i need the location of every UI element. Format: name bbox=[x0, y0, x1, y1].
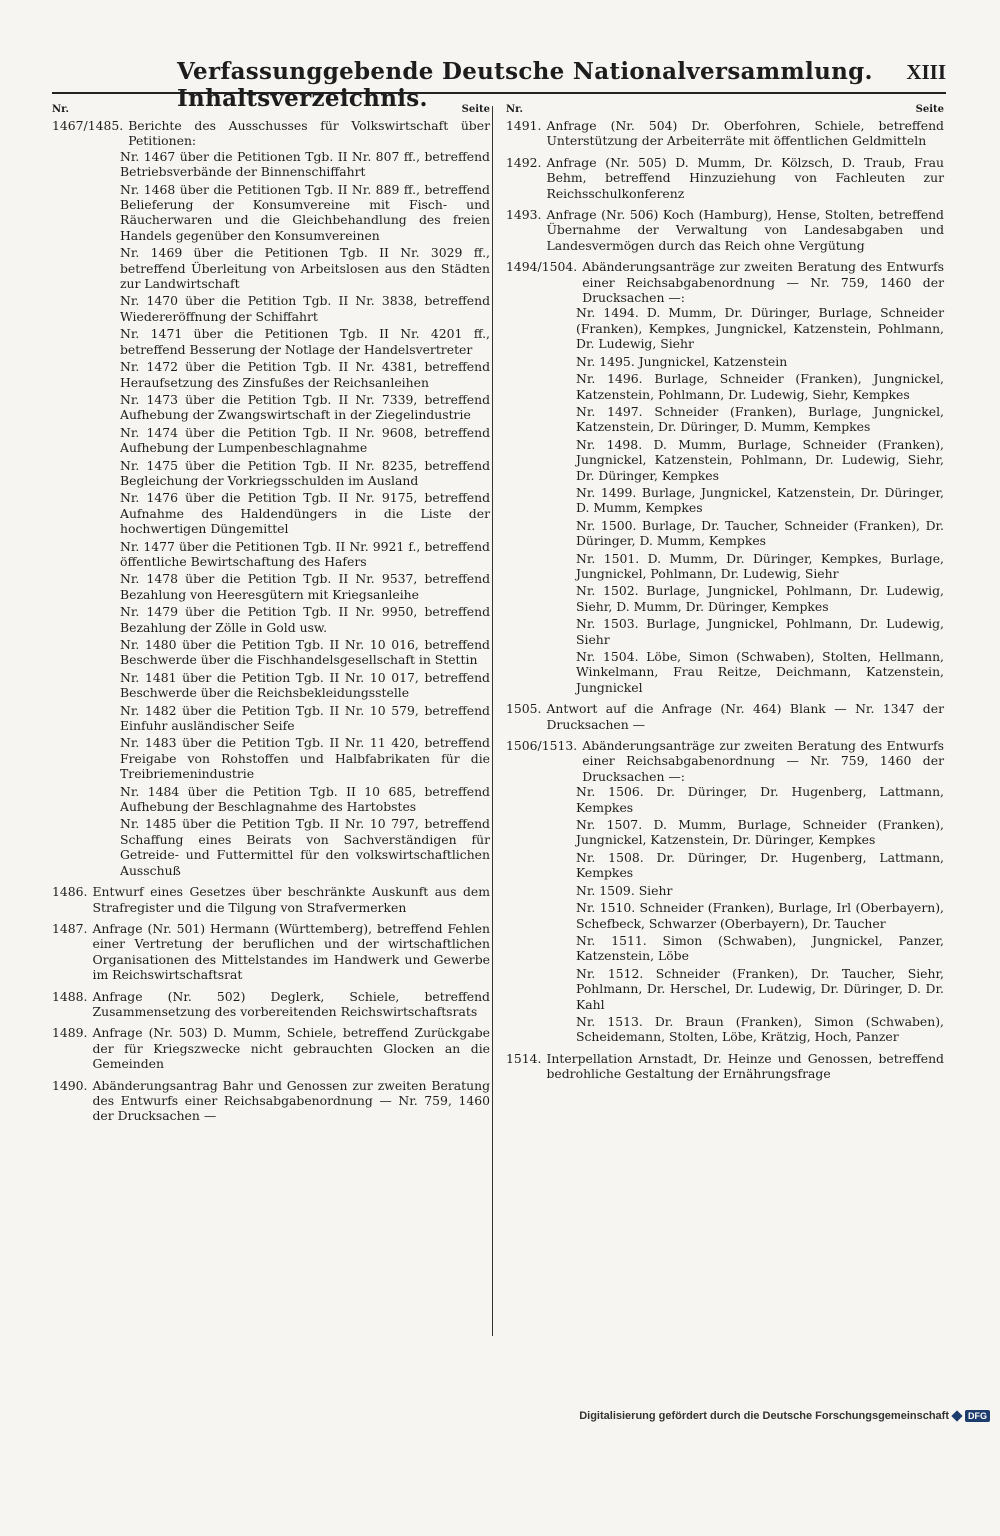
right-column bbox=[506, 102, 944, 1088]
toc-text: Anfrage (Nr. 501) Hermann (Württemberg), betreffend Fehlen einer Vertretung der beruflichen und der wirtschaftlichen Organisationen des Mittelstandes im Handwerk und Gewerbe im Reichswirtschaftsrat bbox=[92, 920, 490, 983]
toc-number: 1488. bbox=[52, 988, 88, 1004]
toc-text: Entwurf eines Gesetzes über beschränkte Auskunft aus dem Strafregister und die Tilgung von Strafvermerken bbox=[92, 884, 490, 915]
toc-subentry-text: Nr. 1513. Dr. Braun (Franken), Simon (Schwaben), Scheidemann, Stolten, Löbe, Krätzig, Hoch, Panzer bbox=[576, 1013, 944, 1045]
toc-text: Anfrage (Nr. 505) D. Mumm, Dr. Kölzsch, D. Traub, Frau Behm, betreffend Hinzuziehung von Fachleuten zur Reichsschulkonferenz bbox=[546, 154, 944, 201]
toc-subentry-text: Nr. 1472 über die Petition Tgb. II Nr. 4381, betreffend Heraufsetzung des Zinsfußes der Reichsanleihen bbox=[120, 359, 490, 390]
seite-header: Seite bbox=[461, 104, 490, 115]
toc-text: Anfrage (Nr. 503) D. Mumm, Schiele, betreffend Zurückgabe der für Kriegszwecke nicht gebrauchten Glocken an die Gemeinden bbox=[92, 1025, 490, 1072]
toc-subentry-text: Nr. 1512. Schneider (Franken), Dr. Taucher, Siehr, Pohlmann, Dr. Herschel, Dr. Ludewig, Dr. Düringer, D. Dr. Kahl bbox=[576, 965, 944, 1012]
toc-subentry-text: Nr. 1471 über die Petitionen Tgb. II Nr. 4201 ff., betreffend Besserung der Notlage der Handelsvertreter bbox=[120, 326, 490, 357]
toc-subentry-text: Nr. 1498. D. Mumm, Burlage, Schneider (Franken), Jungnickel, Katzenstein, Pohlmann, Dr. Ludewig, Siehr, Dr. Düringer, Kempkes bbox=[576, 436, 944, 483]
toc-subentry-text: Nr. 1469 über die Petitionen Tgb. II Nr. 3029 ff., betreffend Überleitung von Arbeitslosen aus den Städten zur Landwirtschaft bbox=[120, 245, 490, 292]
toc-subentry-text: Nr. 1474 über die Petition Tgb. II Nr. 9608, betreffend Aufhebung der Lumpenbeschlagnahme bbox=[120, 424, 490, 456]
toc-subentry-text: Nr. 1477 über die Petitionen Tgb. II Nr. 9921 f., betreffend öffentliche Bewirtschaftung des Hafers bbox=[120, 538, 490, 569]
toc-subentry-text: Nr. 1480 über die Petition Tgb. II Nr. 10 016, betreffend Beschwerde über die Fischhandelsgesellschaft in Stettin bbox=[120, 637, 490, 668]
dfg-logo: DFG bbox=[965, 1410, 990, 1422]
toc-number: 1493. bbox=[506, 207, 542, 223]
toc-subentry-text: Nr. 1468 über die Petitionen Tgb. II Nr. 889 ff., betreffend Belieferung der Konsumvereine mit Fisch- und Räucherwaren und die Gleichbehandlung des freien Handels gegenüber den Konsumvereinen bbox=[120, 181, 490, 243]
seite-header: Seite bbox=[915, 104, 944, 115]
toc-text: Interpellation Arnstadt, Dr. Heinze und Genossen, betreffend bedrohliche Gestaltung der Ernährungsfrage bbox=[546, 1050, 944, 1082]
toc-entry bbox=[52, 1078, 490, 1124]
toc-subentry-text: Nr. 1481 über die Petition Tgb. II Nr. 10 017, betreffend Beschwerde über die Reichsbekleidungsstelle bbox=[120, 669, 490, 701]
toc-subentry-text: Nr. 1479 über die Petition Tgb. II Nr. 9950, betreffend Bezahlung der Zölle in Gold usw. bbox=[120, 604, 490, 635]
toc-text: Antwort auf die Anfrage (Nr. 464) Blank — Nr. 1347 der Drucksachen — bbox=[546, 701, 944, 732]
toc-subentry-text: Nr. 1510. Schneider (Franken), Burlage, Irl (Oberbayern), Schefbeck, Schwarzer (Oberbayern), Dr. Taucher bbox=[576, 900, 944, 931]
toc-subentry-text: Nr. 1485 über die Petition Tgb. II Nr. 10 797, betreffend Schaffung eines Beirats von Sachverständigen für Getreide- und Futtermittel für den volkswirtschaftlichen Ausschuß bbox=[120, 816, 490, 878]
toc-subentry-text: Nr. 1503. Burlage, Jungnickel, Pohlmann, Dr. Ludewig, Siehr bbox=[576, 616, 944, 647]
toc-text: Anfrage (Nr. 502) Deglerk, Schiele, betreffend Zusammensetzung des vorbereitenden Reichswirtschaftsrats bbox=[92, 988, 490, 1019]
toc-text: Anfrage (Nr. 506) Koch (Hamburg), Hense, Stolten, betreffend Übernahme der Verwaltung von Landesabgaben und Landesvermögen durch das Reich ohne Vergütung bbox=[546, 207, 944, 253]
toc-subentry-text: Nr. 1473 über die Petition Tgb. II Nr. 7339, betreffend Aufhebung der Zwangswirtschaft in der Ziegelindustrie bbox=[120, 391, 490, 423]
toc-number: 1514. bbox=[506, 1050, 542, 1066]
toc-entry bbox=[506, 1051, 944, 1082]
toc-number: 1467/1485. bbox=[52, 118, 124, 133]
toc-number: 1490. bbox=[52, 1077, 88, 1093]
left-column bbox=[52, 102, 490, 1130]
toc-subentry-text: Nr. 1495. Jungnickel, Katzenstein bbox=[576, 353, 788, 369]
nr-header: Nr. bbox=[52, 104, 69, 115]
toc-subentry-text: Nr. 1482 über die Petition Tgb. II Nr. 10 579, betreffend Einfuhr ausländischer Seife bbox=[120, 702, 490, 734]
toc-page bbox=[506, 102, 1000, 1536]
toc-number: 1489. bbox=[52, 1025, 88, 1041]
toc-subentry-text: Nr. 1508. Dr. Düringer, Dr. Hugenberg, Lattmann, Kempkes bbox=[576, 849, 944, 881]
toc-subentry-text: Nr. 1504. Löbe, Simon (Schwaben), Stolten, Hellmann, Winkelmann, Frau Reitze, Deichmann, Katzenstein, Jungnickel bbox=[576, 649, 944, 695]
toc-subentry-text: Nr. 1507. D. Mumm, Burlage, Schneider (Franken), Jungnickel, Katzenstein, Dr. Düringer, Kempkes bbox=[576, 817, 944, 848]
toc-subentry-text: Nr. 1501. D. Mumm, Dr. Düringer, Kempkes, Burlage, Jungnickel, Pohlmann, Dr. Ludewig, Siehr bbox=[576, 550, 944, 581]
toc-subentry-text: Nr. 1511. Simon (Schwaben), Jungnickel, Panzer, Katzenstein, Löbe bbox=[576, 932, 944, 964]
toc-number: 1486. bbox=[52, 884, 88, 900]
toc-subentry-text: Nr. 1476 über die Petition Tgb. II Nr. 9175, betreffend Aufnahme des Haldendüngers in die Liste der hochwertigen Düngemittel bbox=[120, 490, 490, 537]
toc-number: 1487. bbox=[52, 920, 88, 936]
toc-subentry-text: Nr. 1467 über die Petitionen Tgb. II Nr. 807 ff., betreffend Betriebsverbände der Binnenschiffahrt bbox=[120, 148, 490, 180]
header-page-number: XIII bbox=[906, 60, 946, 84]
toc-subentry-text: Nr. 1499. Burlage, Jungnickel, Katzenstein, Dr. Düringer, D. Mumm, Kempkes bbox=[576, 484, 944, 516]
toc-subentry-text: Nr. 1483 über die Petition Tgb. II Nr. 11 420, betreffend Freigabe von Rohstoffen und Halbfabrikaten für die Treibriemenindustrie bbox=[120, 735, 490, 782]
toc-number: 1491. bbox=[506, 118, 542, 133]
toc-subentry-text: Nr. 1502. Burlage, Jungnickel, Pohlmann, Dr. Ludewig, Siehr, D. Mumm, Dr. Düringer, Kempkes bbox=[576, 583, 944, 614]
toc-subentry-text: Nr. 1475 über die Petition Tgb. II Nr. 8235, betreffend Begleichung der Vorkriegsschulden im Ausland bbox=[120, 457, 490, 488]
toc-text: Anfrage (Nr. 504) Dr. Oberfohren, Schiele, betreffend Unterstützung der Arbeiterräte mit öffentlichen Geldmitteln bbox=[546, 118, 944, 149]
toc-number: 1505. bbox=[506, 701, 542, 717]
toc-number: 1506/1513. bbox=[506, 738, 578, 754]
toc-subentry-text: Nr. 1478 über die Petition Tgb. II Nr. 9537, betreffend Bezahlung von Heeresgütern mit Kriegsanleihe bbox=[120, 571, 490, 602]
toc-text: Abänderungsanträge zur zweiten Beratung des Entwurfs einer Reichsabgabenordnung — Nr. 759, 1460 der Drucksachen —: bbox=[582, 738, 944, 784]
toc-text: Berichte des Ausschusses für Volkswirtschaft über Petitionen: bbox=[128, 118, 490, 149]
toc-subentry-text: Nr. 1484 über die Petition Tgb. II 10 685, betreffend Aufhebung der Beschlagnahme des Hartobstes bbox=[120, 783, 490, 815]
toc-subentry-text: Nr. 1494. D. Mumm, Dr. Düringer, Burlage, Schneider (Franken), Kempkes, Jungnickel, Katzenstein, Pohlmann, Dr. Ludewig, Siehr bbox=[576, 305, 944, 352]
footer-text: Digitalisierung gefördert durch die Deutsche Forschungsgemeinschaft bbox=[579, 1410, 949, 1422]
toc-subentry-text: Nr. 1470 über die Petition Tgb. II Nr. 3838, betreffend Wiedereröffnung der Schiffahrt bbox=[120, 293, 490, 324]
toc-text: Abänderungsantrag Bahr und Genossen zur zweiten Beratung des Entwurfs einer Reichsabgabenordnung — Nr. 759, 1460 der Drucksachen — bbox=[92, 1077, 490, 1124]
dfg-diamond-icon bbox=[951, 1410, 962, 1421]
header-title: Verfassunggebende Deutsche Nationalversammlung. Inhaltsverzeichnis. bbox=[177, 58, 873, 112]
toc-subentry-text: Nr. 1500. Burlage, Dr. Taucher, Schneider (Franken), Dr. Düringer, D. Mumm, Kempkes bbox=[576, 517, 944, 549]
toc-subentry-text: Nr. 1506. Dr. Düringer, Dr. Hugenberg, Lattmann, Kempkes bbox=[576, 784, 944, 815]
toc-subentry-text: Nr. 1496. Burlage, Schneider (Franken), Jungnickel, Katzenstein, Pohlmann, Dr. Ludewig, Siehr, Kempkes bbox=[576, 371, 944, 402]
toc-text: Abänderungsanträge zur zweiten Beratung des Entwurfs einer Reichsabgabenordnung — Nr. 759, 1460 der Drucksachen —: bbox=[582, 259, 944, 306]
digitization-footer bbox=[579, 1410, 990, 1422]
toc-subentry-text: Nr. 1509. Siehr bbox=[576, 882, 673, 898]
toc-number: 1492. bbox=[506, 154, 542, 170]
nr-header: Nr. bbox=[506, 104, 523, 115]
toc-subentry-text: Nr. 1497. Schneider (Franken), Burlage, Jungnickel, Katzenstein, Dr. Düringer, D. Mumm, Kempkes bbox=[576, 403, 944, 435]
toc-number: 1494/1504. bbox=[506, 259, 578, 275]
